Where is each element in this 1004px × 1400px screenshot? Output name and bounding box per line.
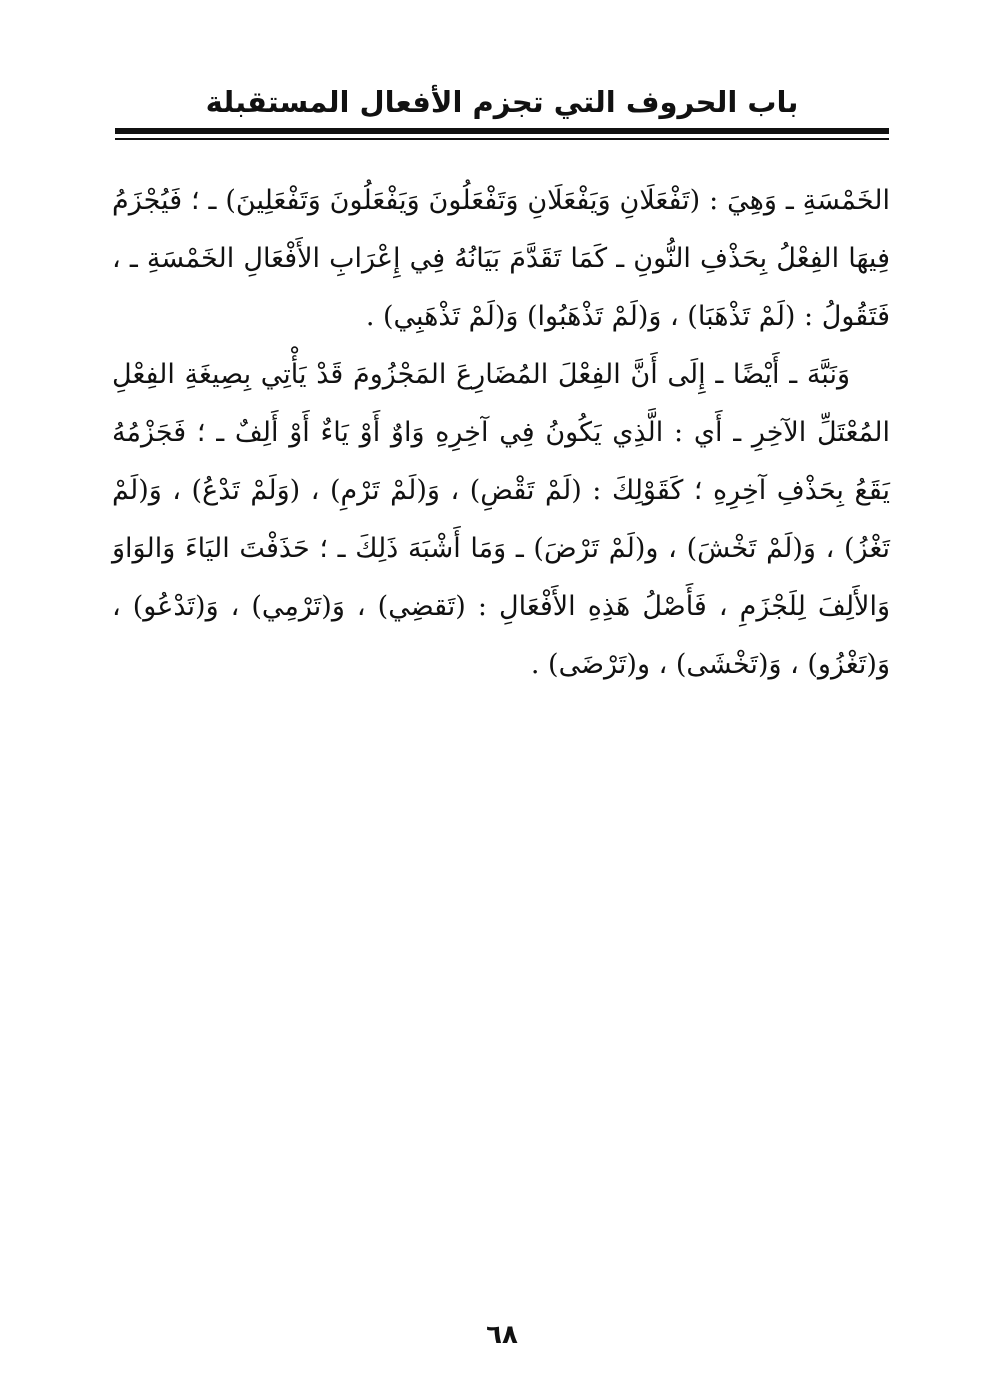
header-rule-thin	[115, 138, 889, 140]
running-header-title: باب الحروف التي تجزم الأفعال المستقبلة	[205, 85, 799, 119]
body-paragraph-1: الخَمْسَةِ ـ وَهِيَ : (تَفْعَلَانِ وَيَفْعَلَانِ وَتَفْعَلُونَ وَيَفْعَلُونَ وَتَفْعَلِينَ) ـ ؛ فَيُجْزَمُ فِيهَا الفِعْلُ بِحَذْفِ النُّونِ ـ كَمَا تَقَدَّمَ بَيَانُهُ فِي إِعْرَابِ الأَفْعَالِ الخَمْسَةِ ـ ، فَتَقُولُ : (لَمْ تَذْهَبَا) ، وَ(لَمْ تَذْهَبُوا) وَ(لَمْ تَذْهَبِي) .	[112, 185, 890, 332]
body-text	[112, 172, 890, 694]
body-paragraph-2: وَنَبَّهَ ـ أَيْضًا ـ إِلَى أَنَّ الفِعْلَ المُضَارِعَ المَجْزُومَ قَدْ يَأْتِي بِصِيغَةِ الفِعْلِ المُعْتَلِّ الآخِرِ ـ أَي : الَّذِي يَكُونُ فِي آخِرِهِ وَاوٌ أَوْ يَاءٌ أَوْ أَلِفٌ ـ ؛ فَجَزْمُهُ يَقَعُ بِحَذْفِ آخِرِهِ ؛ كَقَوْلِكَ : (لَمْ تَقْضِ) ، وَ(لَمْ تَرْمِ) ، (وَلَمْ تَدْعُ) ، وَ(لَمْ تَغْزُ) ، وَ(لَمْ تَخْشَ) ، و(لَمْ تَرْضَ) ـ وَمَا أَشْبَهَ ذَلِكَ ـ ؛ حَذَفْتَ اليَاءَ وَالوَاوَ وَالأَلِفَ لِلَجْزَمِ ، فَأَصْلُ هَذِهِ الأَفْعَالِ : (تَقضِي) ، وَ(تَرْمِي) ، وَ(تَدْعُو) ، وَ(تَغْزُو) ، وَ(تَخْشَى) ، و(تَرْضَى) .	[112, 359, 890, 680]
page-number: ٦٨	[486, 1320, 518, 1350]
header-rule-thick	[115, 128, 889, 134]
